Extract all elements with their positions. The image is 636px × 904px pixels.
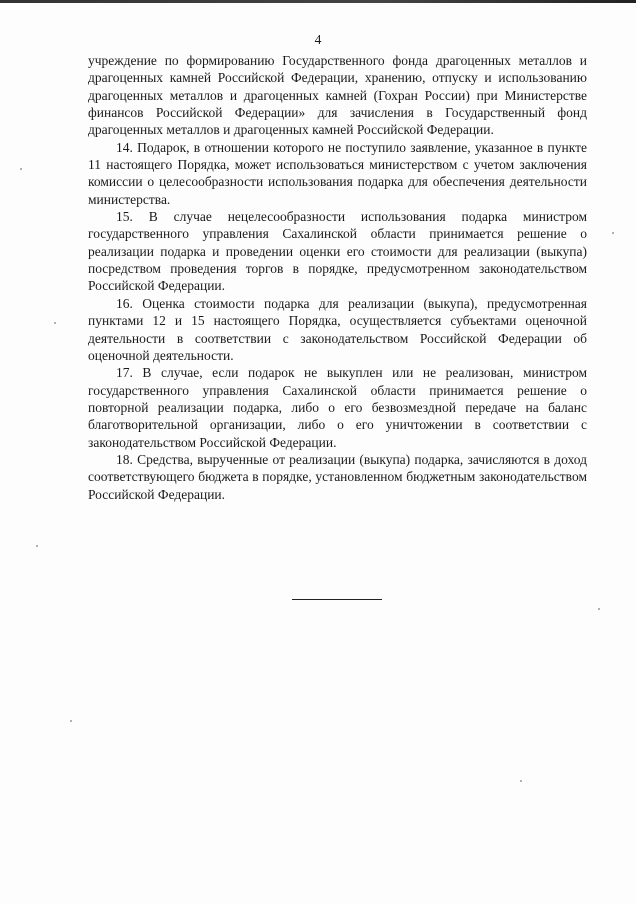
page-number: 4 — [314, 32, 322, 47]
paragraph-item-14: 14. Подарок, в отношении которого не поступило заявление, указанное в пункте 11 настоящего Порядка, может использоваться министерством с учетом заключения комиссии о целесообразности использования подарка для обеспечения деятельности министерства. — [88, 139, 587, 207]
scan-top-edge — [0, 0, 636, 3]
scan-speck — [520, 780, 522, 782]
paragraph-item-18: 18. Средства, вырученные от реализации (выкупа) подарка, зачисляются в доход соответствующего бюджета в порядке, установленном бюджетным законодательством Российской Федерации. — [88, 451, 587, 502]
scan-speck — [54, 322, 56, 324]
end-separator-line — [292, 599, 382, 600]
scan-speck — [36, 545, 38, 547]
scan-speck — [598, 608, 600, 610]
paragraph-item-17: 17. В случае, если подарок не выкуплен или не реализован, министром государственного управления Сахалинской области принимается решение о повторной реализации подарка, либо о его безвозмездной передаче на баланс благотворительной организации, либо о его уничтожении в соответствии с законодательством Российской Федерации. — [88, 365, 587, 450]
paragraph-item-15: 15. В случае нецелесообразности использования подарка министром государственного управления Сахалинской области принимается решение о реализации подарка и проведении оценки его стоимости для реализации (выкупа) посредством проведения торгов в порядке, предусмотренном законодательством Российской Федерации. — [88, 209, 587, 294]
scan-speck — [612, 232, 614, 234]
paragraph-continuation: учреждение по формированию Государственного фонда драгоценных металлов и драгоценных камней Российской Федерации, хранению, отпуску и использованию драгоценных металлов и драгоценных камней (Гохран России) при Министерстве финансов Российской Федерации» для зачисления в Государственный фонд драгоценных металлов и драгоценных камней Российской Федерации. — [88, 53, 587, 138]
scan-speck — [20, 168, 22, 170]
document-body — [88, 52, 587, 503]
scan-speck — [70, 720, 72, 722]
paragraph-item-16: 16. Оценка стоимости подарка для реализации (выкупа), предусмотренная пунктами 12 и 15 настоящего Порядка, осуществляется субъектами оценочной деятельности в соответствии с законодательством Российской Федерации об оценочной деятельности. — [88, 295, 587, 363]
